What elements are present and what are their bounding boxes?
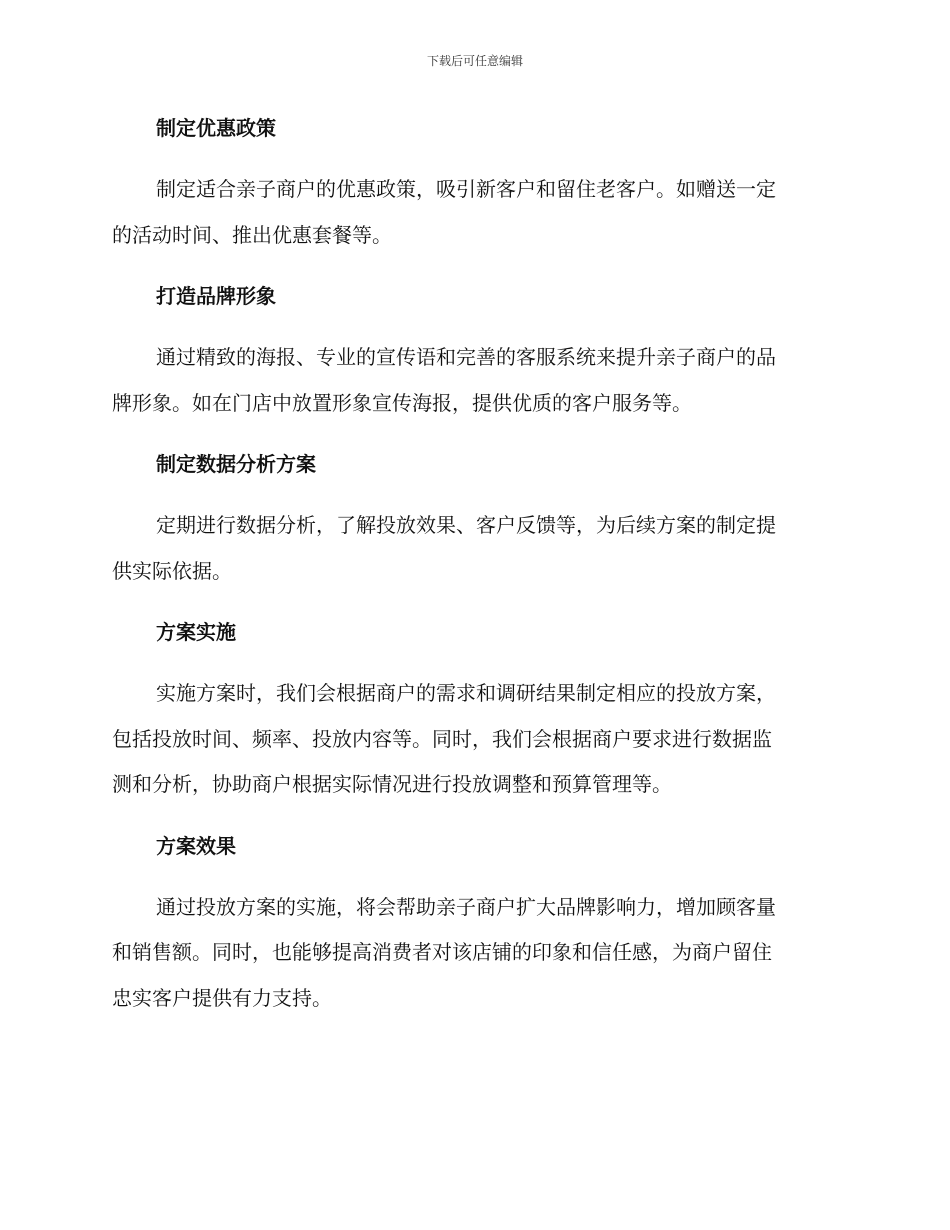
section-paragraph bbox=[112, 885, 837, 1022]
paragraph-line: 实施方案时，我们会根据商户的需求和调研结果制定相应的投放方案， bbox=[156, 681, 776, 705]
paragraph-line: 忠实客户提供有力支持。 bbox=[112, 985, 332, 1010]
section-heading: 方案效果 bbox=[156, 833, 236, 858]
section-paragraph bbox=[112, 167, 837, 258]
paragraph-line: 供实际依据。 bbox=[112, 558, 232, 583]
paragraph-line: 制定适合亲子商户的优惠政策，吸引新客户和留住老客户。如赠送一定 bbox=[156, 177, 776, 201]
paragraph-line: 的活动时间、推出优惠套餐等。 bbox=[112, 222, 392, 247]
paragraph-line: 测和分析，协助商户根据实际情况进行投放调整和预算管理等。 bbox=[112, 772, 672, 796]
section-paragraph bbox=[112, 335, 837, 426]
section-heading: 方案实施 bbox=[156, 620, 236, 644]
document-body bbox=[112, 112, 837, 1043]
section-paragraph bbox=[112, 503, 837, 594]
paragraph-line: 通过精致的海报、专业的宣传语和完善的客服系统来提升亲子商户的品 bbox=[156, 345, 776, 369]
page-header: 下载后可任意编辑 bbox=[426, 54, 523, 68]
paragraph-line: 和销售额。同时，也能够提高消费者对该店铺的印象和信任感，为商户留住 bbox=[112, 940, 772, 964]
paragraph-line: 包括投放时间、频率、投放内容等。同时，我们会根据商户要求进行数据监 bbox=[112, 726, 772, 751]
section-implementation bbox=[112, 616, 837, 808]
section-discount-policy bbox=[112, 112, 837, 258]
section-heading: 制定数据分析方案 bbox=[156, 452, 316, 476]
section-results bbox=[112, 830, 837, 1022]
paragraph-line: 定期进行数据分析，了解投放效果、客户反馈等，为后续方案的制定提 bbox=[156, 513, 776, 537]
section-brand-image bbox=[112, 280, 837, 426]
section-heading: 打造品牌形象 bbox=[156, 284, 276, 308]
section-heading: 制定优惠政策 bbox=[156, 116, 276, 140]
paragraph-line: 牌形象。如在门店中放置形象宣传海报，提供优质的客户服务等。 bbox=[112, 390, 692, 415]
paragraph-line: 通过投放方案的实施，将会帮助亲子商户扩大品牌影响力，增加顾客量 bbox=[156, 894, 776, 919]
section-data-analysis bbox=[112, 448, 837, 594]
section-paragraph bbox=[112, 671, 837, 808]
